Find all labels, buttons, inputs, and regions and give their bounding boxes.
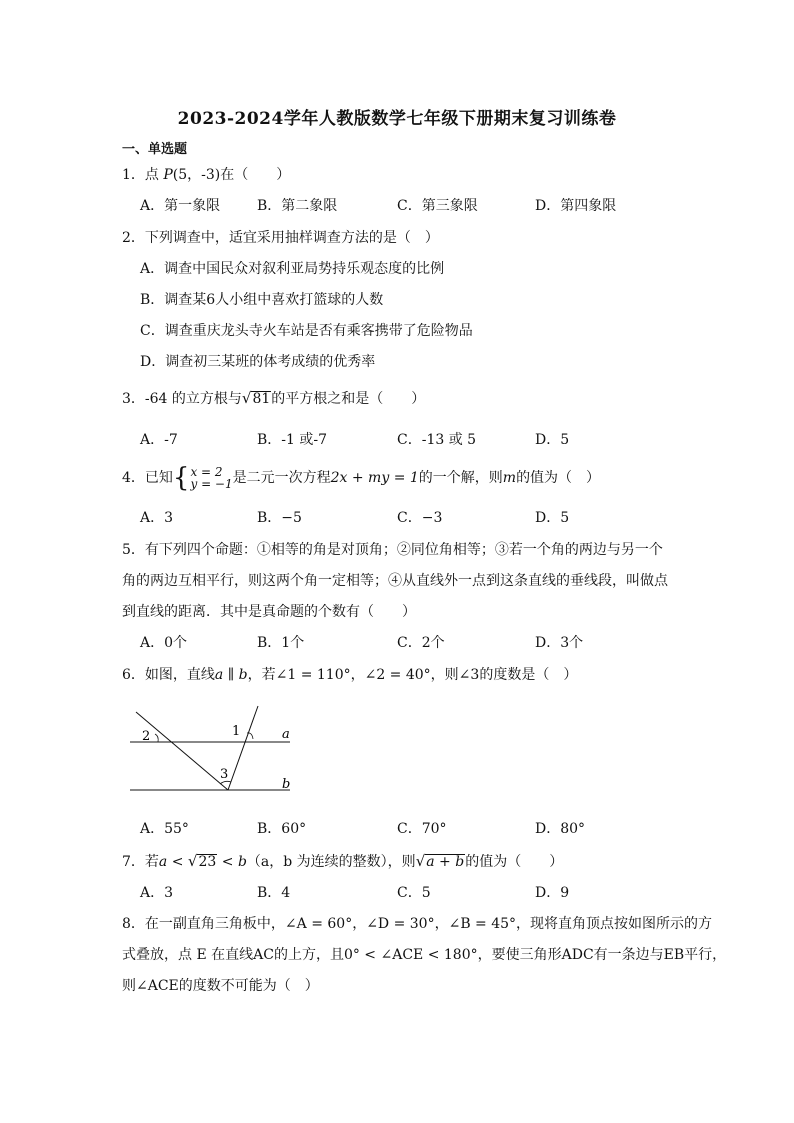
- line-b-label: b: [282, 777, 291, 792]
- q1-option-b[interactable]: B．第二象限: [257, 198, 338, 214]
- q6-option-b[interactable]: B．60°: [257, 821, 307, 837]
- q3-option-a[interactable]: A．-7: [140, 432, 178, 448]
- question-8-line-3: 则∠ACE的度数不可能为（ ）: [122, 978, 319, 994]
- q3-option-c[interactable]: C．-13 或 5: [397, 432, 477, 448]
- radicand-a-plus-b: a + b: [426, 854, 465, 870]
- equation-system: x = 2 y = −1: [190, 465, 233, 491]
- q7-option-c[interactable]: C．5: [397, 885, 431, 901]
- q3-option-b[interactable]: B．-1 或-7: [257, 432, 328, 448]
- question-3-stem: 3．-64 的立方根与√81的平方根之和是（ ）: [122, 389, 426, 407]
- question-4-stem: 4．已知{x = 2 y = −1是二元一次方程2x + my = 1的一个解，则m的值为（ ）: [122, 463, 601, 493]
- transversal-1: [136, 712, 228, 790]
- sqrt-symbol: √: [241, 389, 252, 407]
- q6-option-d[interactable]: D．80°: [535, 821, 586, 837]
- angle-2-arc: [155, 734, 158, 742]
- q5-option-b[interactable]: B．1个: [257, 635, 305, 651]
- q2-option-d[interactable]: D．调查初三某班的体考成绩的优秀率: [140, 354, 376, 370]
- q2-option-a[interactable]: A．调查中国民众对叙利亚局势持乐观态度的比例: [140, 261, 445, 277]
- linear-equation: 2x + my = 1: [330, 470, 419, 486]
- question-5-line-2: 角的两边互相平行，则这两个角一定相等；④从直线外一点到这条直线的垂线段，叫做点: [122, 573, 668, 589]
- angle-2-label: 2: [142, 729, 151, 744]
- section-heading: 一、单选题: [122, 142, 188, 157]
- q4-option-b[interactable]: B．−5: [257, 510, 302, 526]
- question-5-line-1: 5．有下列四个命题：①相等的角是对顶角；②同位角相等；③若一个角的两边与另一个: [122, 542, 663, 558]
- q7-option-a[interactable]: A．3: [140, 885, 174, 901]
- question-8-line-1: 8．在一副直角三角板中，∠A = 60°，∠D = 30°，∠B = 45°，现将直角顶点按如图所示的方: [122, 916, 713, 932]
- q5-option-a[interactable]: A．0个: [140, 635, 188, 651]
- angle-3-label: 3: [220, 767, 229, 782]
- system-brace: {: [172, 463, 190, 493]
- point-p: P: [163, 167, 173, 183]
- q2-option-c[interactable]: C．调查重庆龙头寺火车站是否有乘客携带了危险物品: [140, 323, 473, 339]
- q7-option-d[interactable]: D．9: [535, 885, 570, 901]
- q4-option-c[interactable]: C．−3: [397, 510, 443, 526]
- q2-option-b[interactable]: B．调查某6人小组中喜欢打篮球的人数: [140, 292, 384, 308]
- parallel-lines-figure: [128, 700, 298, 800]
- q5-option-c[interactable]: C．2个: [397, 635, 445, 651]
- radicand-81: 81: [252, 391, 271, 407]
- question-2-stem: 2．下列调查中，适宜采用抽样调查方法的是（ ）: [122, 230, 439, 246]
- radicand-23: 23: [198, 854, 217, 870]
- q5-option-d[interactable]: D．3个: [535, 635, 584, 651]
- page-title: 2023-2024学年人教版数学七年级下册期末复习训练卷: [177, 109, 617, 129]
- q6-option-c[interactable]: C．70°: [397, 821, 447, 837]
- transversal-2: [228, 706, 258, 790]
- q1-option-c[interactable]: C．第三象限: [397, 198, 478, 214]
- sqrt-symbol: √: [187, 852, 198, 870]
- question-5-line-3: 到直线的距离．其中是真命题的个数有（ ）: [122, 604, 416, 620]
- question-7-stem: 7．若a < √23 < b（a，b 为连续的整数），则√a + b的值为（ ）: [122, 852, 564, 870]
- question-6-stem: 6．如图，直线a ∥ b，若∠1 = 110°，∠2 = 40°，则∠3的度数是（ ）: [122, 667, 578, 683]
- sqrt-symbol-2: √: [415, 852, 426, 870]
- angle-1-label: 1: [232, 724, 241, 739]
- q1-option-d[interactable]: D．第四象限: [535, 198, 617, 214]
- question-1-stem: 1．点 P(5，-3)在（ ）: [122, 167, 291, 183]
- q6-option-a[interactable]: A．55°: [140, 821, 189, 837]
- q3-option-d[interactable]: D．5: [535, 432, 570, 448]
- q7-option-b[interactable]: B．4: [257, 885, 291, 901]
- q4-option-a[interactable]: A．3: [140, 510, 174, 526]
- q1-option-a[interactable]: A．第一象限: [140, 198, 221, 214]
- line-a-label: a: [282, 727, 290, 742]
- q4-option-d[interactable]: D．5: [535, 510, 570, 526]
- question-8-line-2: 式叠放，点 E 在直线AC的上方，且0° < ∠ACE < 180°，要使三角形ADC有一条边与EB平行，: [122, 947, 727, 963]
